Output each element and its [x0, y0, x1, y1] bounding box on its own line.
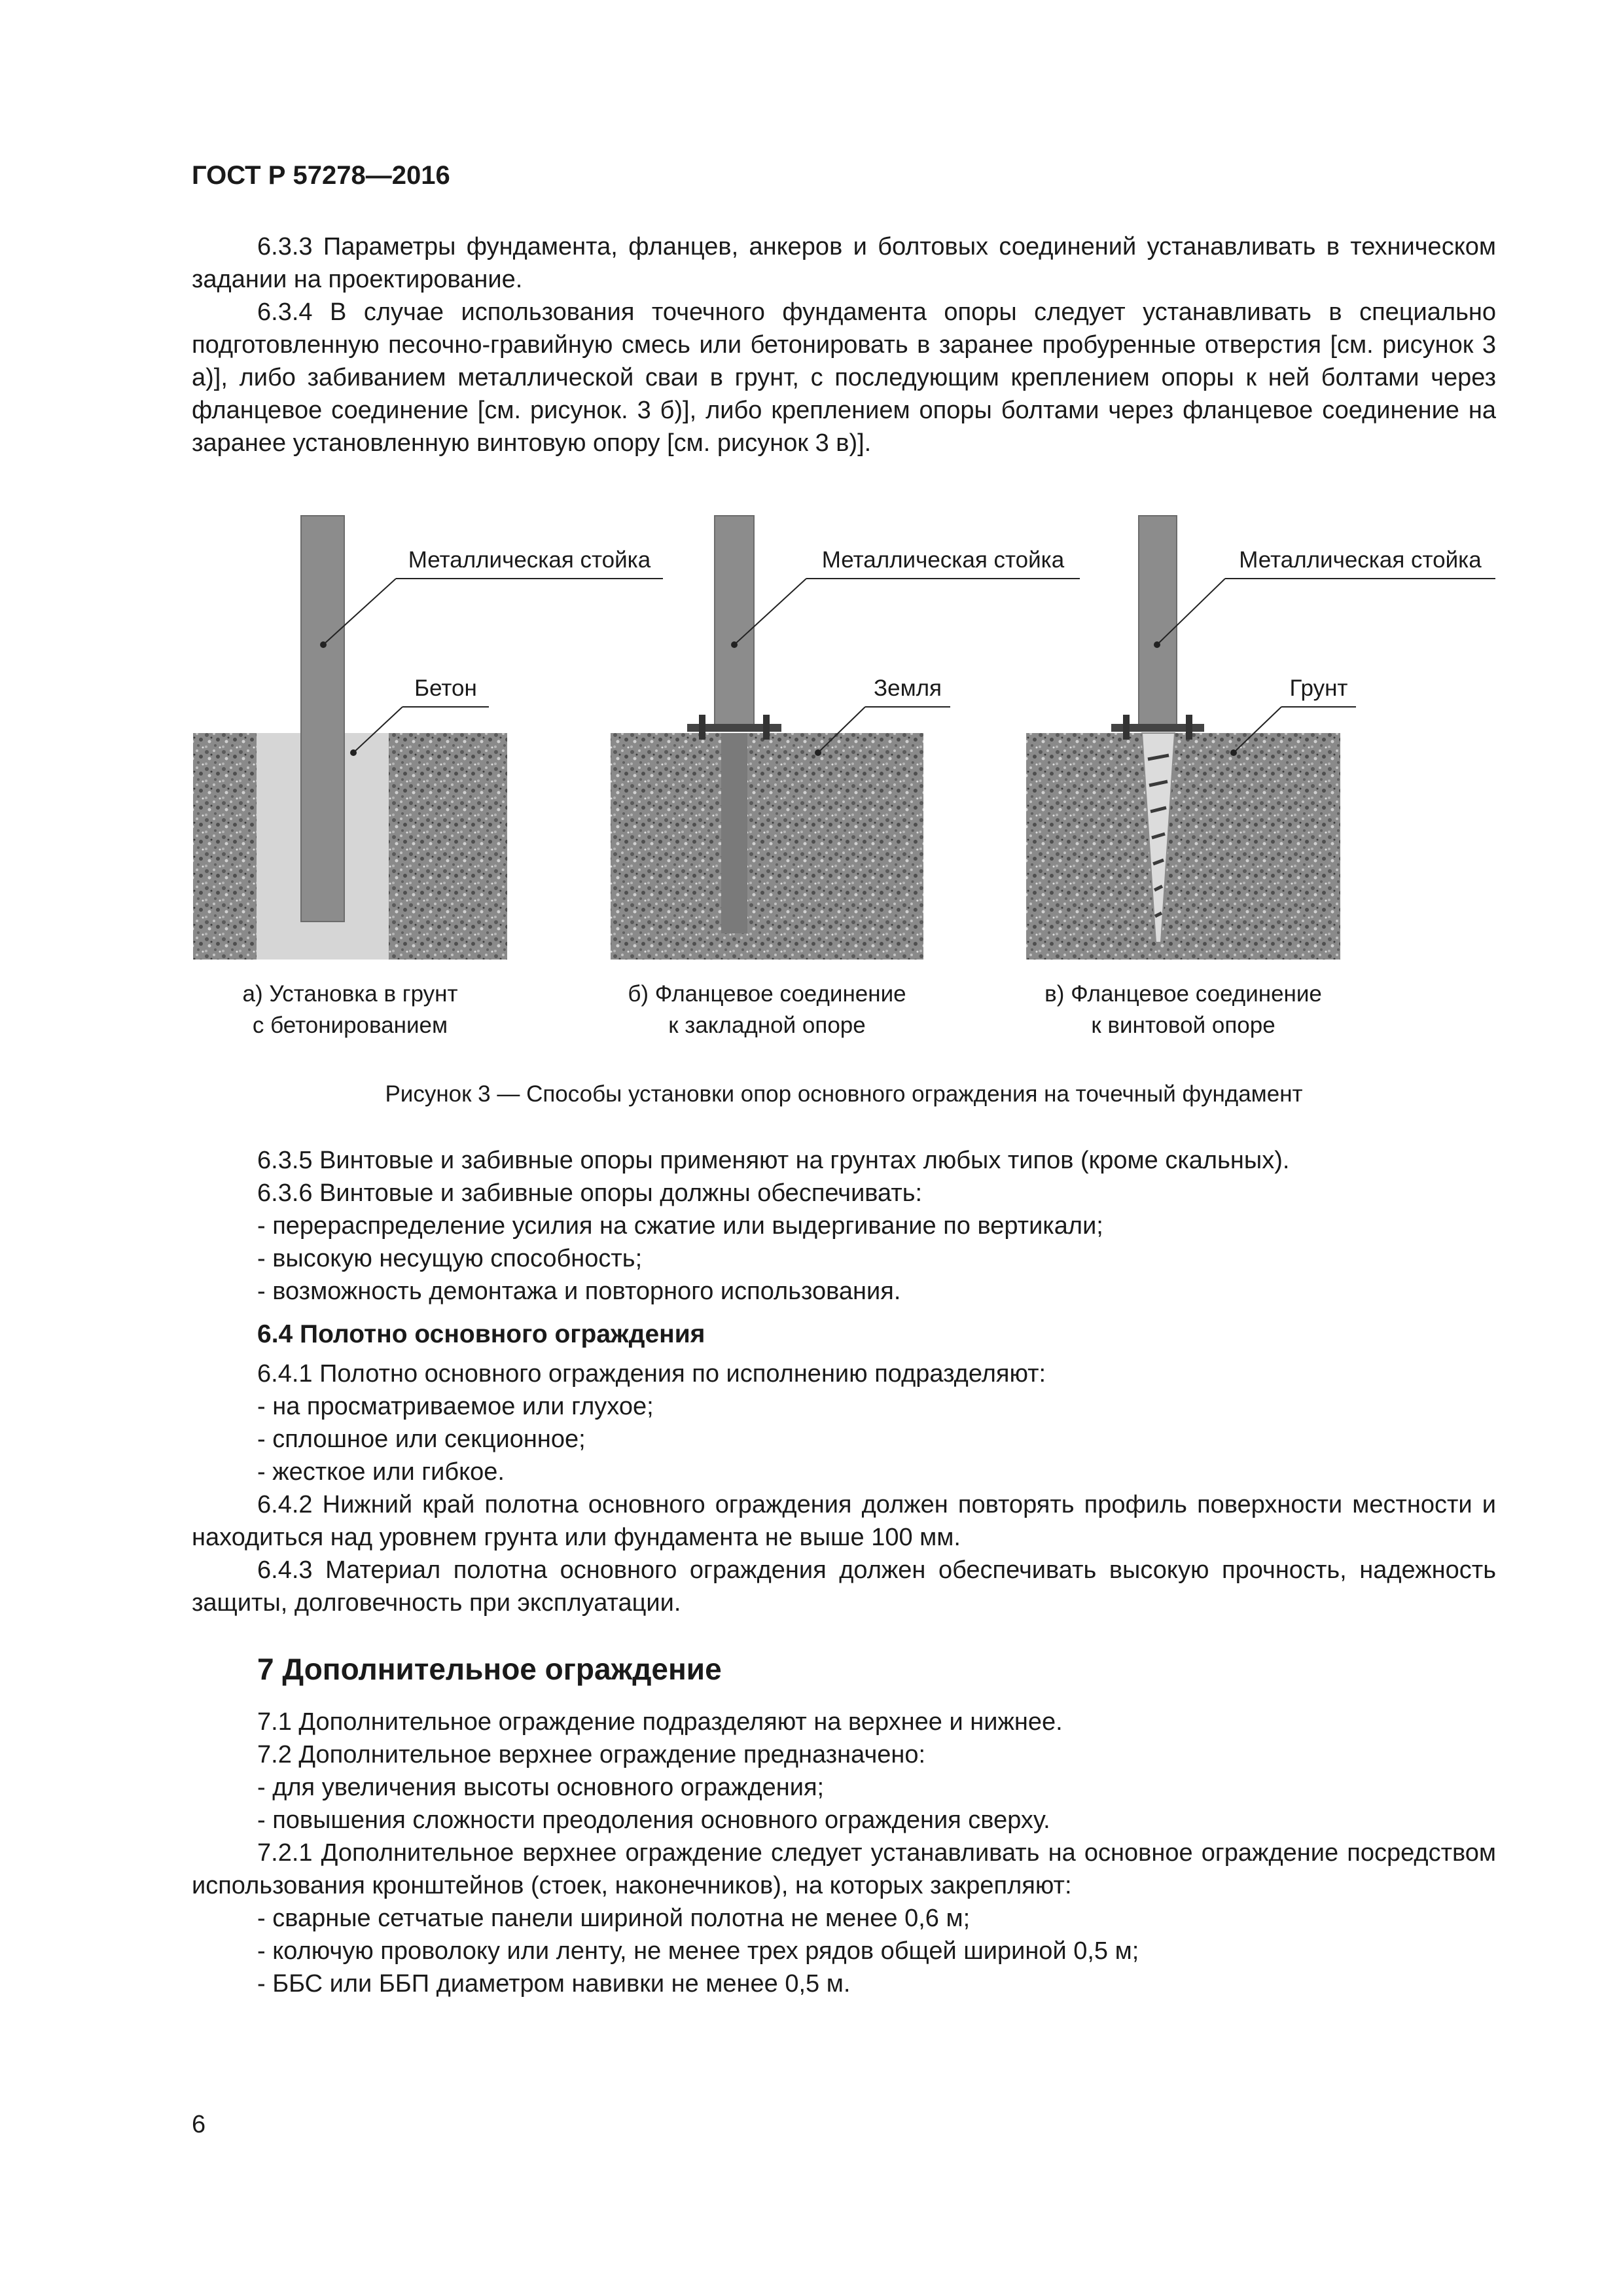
panel-a-caption: [167, 978, 533, 1041]
panel-a-ground-label: Бетон: [414, 675, 477, 701]
list-item: - сплошное или секционное;: [257, 1426, 586, 1453]
panel-b-caption-line2: к закладной опоре: [668, 1013, 866, 1038]
paragraph-6-4-2: 6.4.2 Нижний край полотна основного ограждения должен повторять профиль поверхности местности и находиться над уровнем грунта или фундамента не выше 100 мм.: [192, 1491, 1496, 1551]
lower-body: [192, 1144, 1496, 2000]
page-number: 6: [192, 2111, 206, 2138]
paragraph-7-2-1: 7.2.1 Дополнительное верхнее ограждение следует устанавливать на основное ограждение посредством использования кронштейнов (стоек, наконечников), на которых закрепляют:: [192, 1839, 1496, 1899]
panel-c-post-label: Металлическая стойка: [1239, 547, 1482, 573]
panel-a-post: [301, 516, 344, 922]
list-item: - повышения сложности преодоления основного ограждения сверху.: [257, 1806, 1050, 1834]
section-heading-7: 7 Дополнительное ограждение: [257, 1652, 722, 1686]
panel-a-caption-line2: с бетонированием: [252, 1013, 448, 1038]
paragraph-7-1: 7.1 Дополнительное ограждение подразделяют на верхнее и нижнее.: [257, 1708, 1063, 1736]
paragraph-7-2: 7.2 Дополнительное верхнее ограждение предназначено:: [257, 1741, 926, 1768]
list-item: - высокую несущую способность;: [257, 1245, 643, 1272]
panel-b-post: [715, 516, 754, 725]
panel-b-caption-line1: б) Фланцевое соединение: [628, 981, 906, 1007]
list-item: - колючую проволоку или ленту, не менее трех рядов общей шириной 0,5 м;: [257, 1937, 1139, 1965]
panel-c-caption-line1: в) Фланцевое соединение: [1044, 981, 1322, 1007]
list-item: - перераспределение усилия на сжатие или выдергивание по вертикали;: [257, 1212, 1103, 1240]
paragraph-6-3-4: 6.3.4 В случае использования точечного фундамента опоры следует устанавливать в специально подготовленную песочно-гравийную смесь или бетонировать в заранее пробуренные отверстия [см. рисунок 3 а)], либо забиванием металлической сваи в грунт, с последующим креплением опоры к ней болтами через фланцевое соединение [см. рисунок. 3 б)], либо креплением опоры болтами через фланцевое соединение на заранее установленную винтовую опору [см. рисунок 3 в)].: [192, 298, 1496, 457]
panel-c-ground-label: Грунт: [1289, 675, 1348, 701]
panel-a-caption-line1: а) Установка в грунт: [242, 981, 458, 1007]
document-code: ГОСТ Р 57278—2016: [192, 161, 450, 190]
panel-c-soil: [1026, 733, 1340, 960]
subsection-heading-6-4: 6.4 Полотно основного ограждения: [257, 1320, 705, 1348]
panel-b-soil: [611, 733, 923, 960]
list-item: - на просматриваемое или глухое;: [257, 1393, 654, 1420]
list-item: - возможность демонтажа и повторного использования.: [257, 1278, 901, 1305]
panel-b-post-label: Металлическая стойка: [821, 547, 1065, 573]
paragraph-6-3-3: 6.3.3 Параметры фундамента, фланцев, анкеров и болтовых соединений устанавливать в техническом задании на проектирование.: [192, 233, 1496, 293]
paragraph-6-4-3: 6.4.3 Материал полотна основного ограждения должен обеспечивать высокую прочность, надежность защиты, долговечность при эксплуатации.: [192, 1556, 1496, 1617]
panel-a-post-label: Металлическая стойка: [408, 547, 651, 573]
panel-c-post: [1139, 516, 1177, 725]
panel-b-embedded-pile: [721, 733, 747, 933]
panel-b-ground-label: Земля: [873, 675, 942, 701]
list-item: - сварные сетчатые панели шириной полотна не менее 0,6 м;: [257, 1905, 971, 1932]
list-item: - ББС или ББП диаметром навивки не менее 0,5 м.: [257, 1970, 851, 1998]
paragraph-6-3-6: 6.3.6 Винтовые и забивные опоры должны обеспечивать:: [257, 1179, 923, 1207]
paragraph-6-4-1: 6.4.1 Полотно основного ограждения по исполнению подразделяют:: [257, 1360, 1046, 1388]
paragraph-6-3-5: 6.3.5 Винтовые и забивные опоры применяют на грунтах любых типов (кроме скальных).: [257, 1147, 1290, 1174]
panel-b-caption: [584, 978, 950, 1041]
list-item: - жесткое или гибкое.: [257, 1458, 505, 1486]
panel-c-caption-line2: к винтовой опоре: [1091, 1013, 1275, 1038]
list-item: - для увеличения высоты основного ограждения;: [257, 1774, 825, 1801]
panel-c-caption: [1000, 978, 1366, 1041]
figure-caption: Рисунок 3 — Способы установки опор основного ограждения на точечный фундамент: [385, 1081, 1303, 1107]
